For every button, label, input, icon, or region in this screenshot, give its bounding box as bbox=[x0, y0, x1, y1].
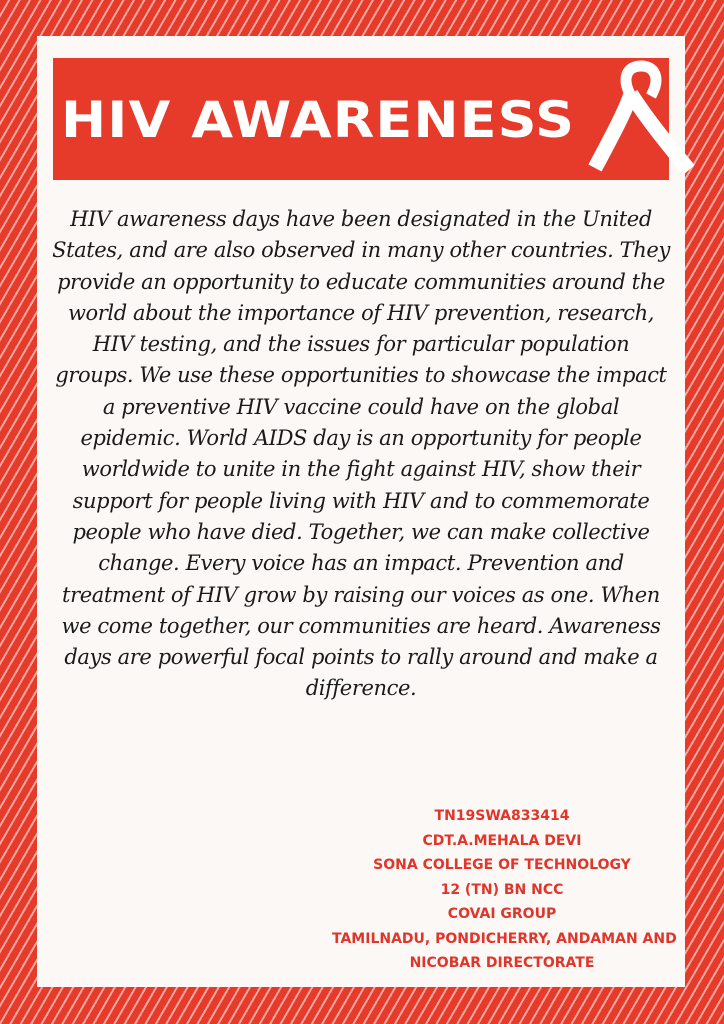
credit-line-battalion: 12 (TN) BN NCC bbox=[440, 881, 564, 898]
page-title: HIV AWARENESS bbox=[61, 91, 576, 149]
credits-block bbox=[332, 804, 677, 976]
credit-line-name: CDT.A.MEHALA DEVI bbox=[422, 832, 582, 849]
title-banner bbox=[53, 58, 669, 180]
credit-line-id: TN19SWA833414 bbox=[434, 808, 570, 824]
awareness-paragraph: HIV awareness days have been designated in the United States, and are also observed in many other countries. They provide an opportunity to educate communities around the world about the importance of HIV prevention, research, HIV testing, and the issues for particular population groups. We use these opportunities to showcase the impact a preventive HIV vaccine could have on the global epidemic. World AIDS day is an opportunity for people worldwide to unite in the fight against HIV, show their support for people living with HIV and to commemorate people who have died. Together, we can make collective change. Every voice has an impact. Prevention and treatment of HIV grow by raising our voices as one. When we come together, our communities are heard. Awareness days are powerful focal points to rally around and make a difference. bbox=[52, 207, 670, 701]
credit-line-directorate-1: TAMILNADU, PONDICHERRY, ANDAMAN AND bbox=[332, 930, 677, 947]
credit-line-directorate-2: NICOBAR DIRECTORATE bbox=[409, 955, 595, 971]
credit-line-group: COVAI GROUP bbox=[447, 906, 557, 922]
awareness-ribbon-icon bbox=[587, 60, 697, 176]
poster-panel bbox=[37, 36, 685, 987]
credit-line-college: SONA COLLEGE OF TECHNOLOGY bbox=[373, 857, 631, 873]
